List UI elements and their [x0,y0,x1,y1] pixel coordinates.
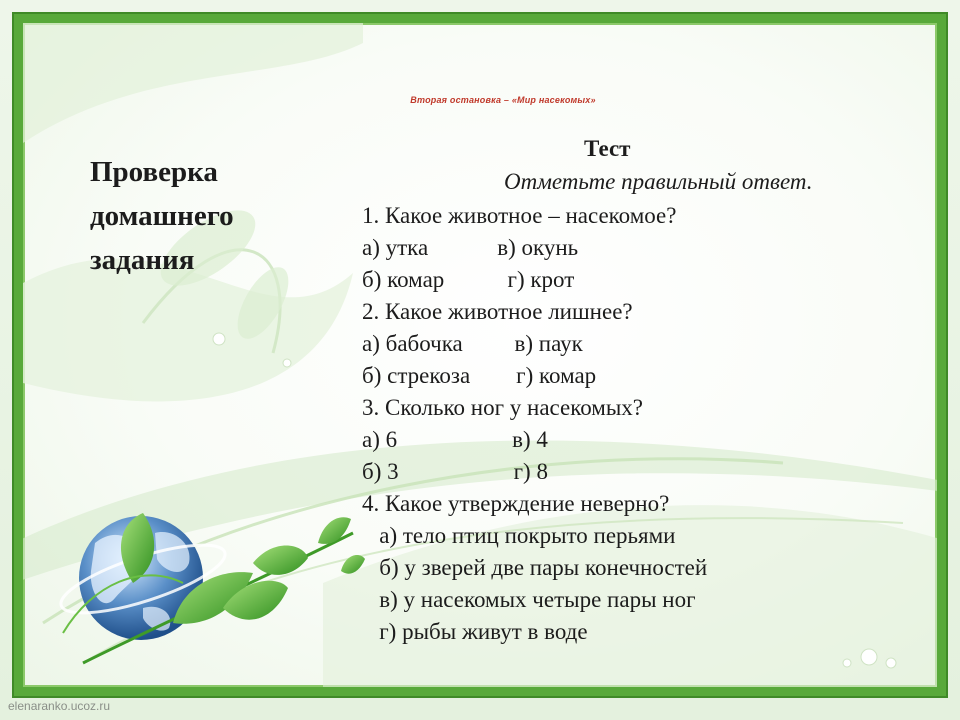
test-question: 1. Какое животное – насекомое? [362,203,677,228]
test-answer-option: а) тело птиц покрыто перьями [362,523,676,548]
side-title-line: Проверка [90,156,218,188]
test-question: 2. Какое животное лишнее? [362,299,633,324]
test-question: 4. Какое утверждение неверно? [362,491,670,516]
test-answer-option: б) у зверей две пары конечностей [362,555,708,580]
test-answer-options: б) комар г) крот [362,267,575,292]
site-watermark: elenaranko.ucoz.ru [8,699,111,713]
test-answer-option: в) у насекомых четыре пары ног [362,587,696,612]
test-instruction: Отметьте правильный ответ. [504,169,813,194]
test-answer-options: б) 3 г) 8 [362,459,548,484]
test-question: 3. Сколько ног у насекомых? [362,395,644,420]
test-answer-options: а) 6 в) 4 [362,427,548,452]
side-title-line: домашнего [90,200,234,232]
test-answer-options: а) утка в) окунь [362,235,579,260]
test-answer-option: г) рыбы живут в воде [362,619,588,644]
test-answer-options: а) бабочка в) паук [362,331,583,356]
slide-subtitle: Вторая остановка – «Мир насекомых» [410,95,596,105]
test-answer-options: б) стрекоза г) комар [362,363,597,388]
side-title [90,150,320,282]
side-title-line: задания [90,244,195,276]
test-title: Тест [584,136,631,161]
